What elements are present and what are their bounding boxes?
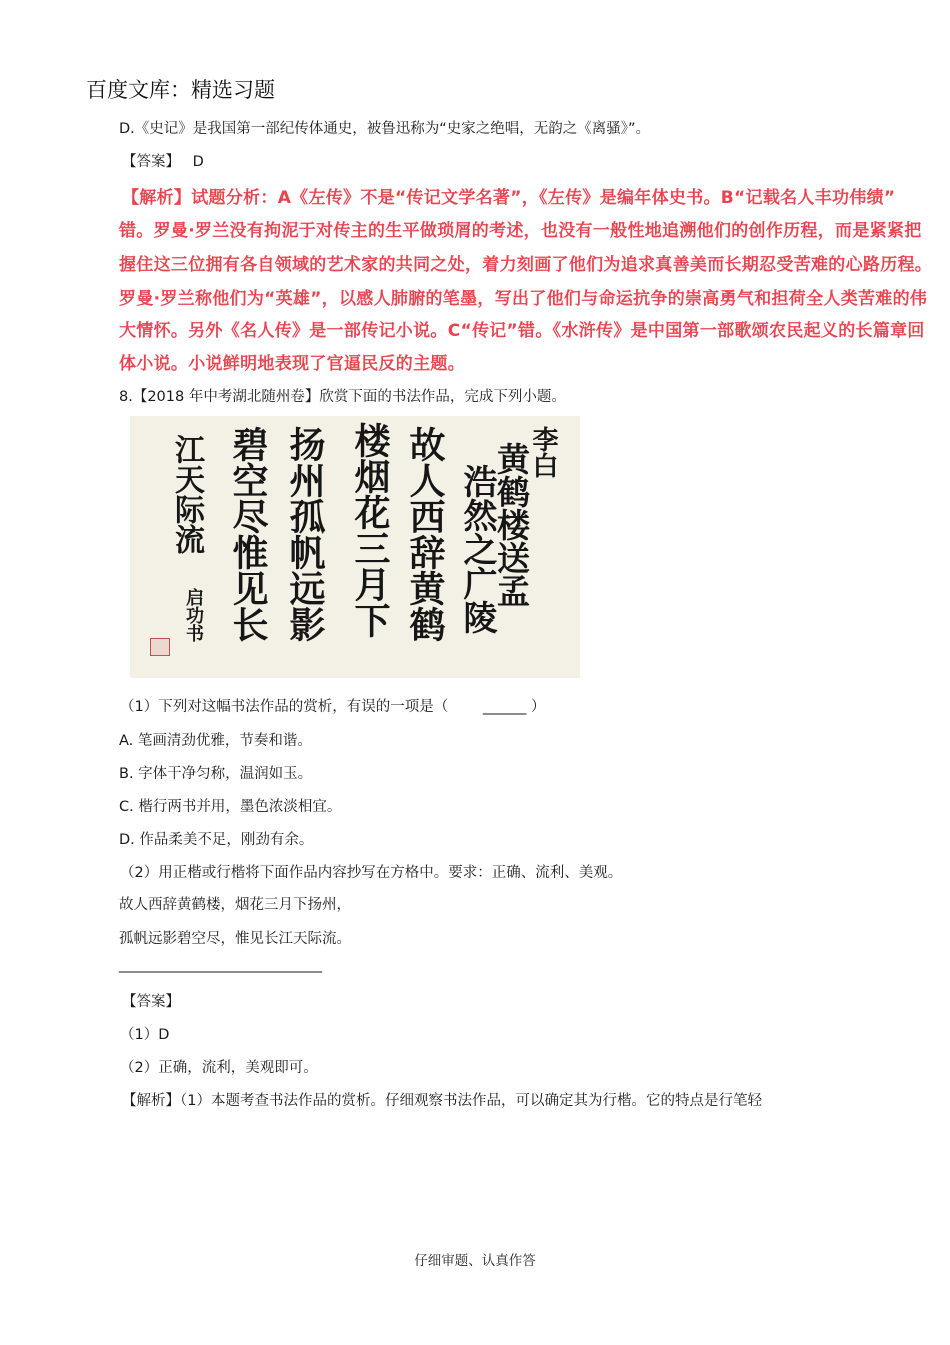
analysis-2-text: 【解析】（1）本题考查书法作品的赏析。仔细观察书法作品，可以确定其为行楷。它的特点是行笔轻 xyxy=(122,1093,762,1109)
option-b: B. 字体干净匀称，温润如玉。 xyxy=(119,766,313,782)
calligraphy-column-1: 李白 xyxy=(528,426,558,478)
calligraphy-column-7: 碧空尽惟见长 xyxy=(227,426,269,642)
answer-item-2: （2）正确，流利，美观即可。 xyxy=(120,1060,318,1076)
calligraphy-artwork xyxy=(130,416,580,678)
analysis-line-5: 大情怀。另外《名人传》是一部传记小说。C“传记”错。《水浒传》是中国第一部歌颂农民起义的长篇章回 xyxy=(119,321,925,341)
answer-item-1: （1）D xyxy=(120,1027,170,1043)
option-a: A. 笔画清劲优雅，节奏和谐。 xyxy=(119,733,312,749)
calligraphy-column-6: 扬州孤帆远影 xyxy=(284,426,326,642)
option-d: D. 作品柔美不足，刚劲有余。 xyxy=(119,832,314,848)
analysis-line-6: 体小说。小说鲜明地表现了官逼民反的主题。 xyxy=(119,354,465,374)
sub-question-1-text: （1）下列对这幅书法作品的赏析，有误的一项是（ xyxy=(120,699,449,715)
analysis-line-2: 错。罗曼·罗兰没有拘泥于对传主的生平做琐屑的考述，也没有一般性地追溯他们的创作历程，而是紧紧把 xyxy=(119,221,922,241)
answer-blank: ______ xyxy=(482,699,527,715)
question-8-stem: 8.【2018 年中考湖北随州卷】欣赏下面的书法作品，完成下列小题。 xyxy=(119,389,566,405)
poem-line-1: 故人西辞黄鹤楼，烟花三月下扬州， xyxy=(119,897,351,913)
calligraphy-column-5: 楼烟花三月下 xyxy=(349,422,391,638)
answer-value: D xyxy=(192,154,204,170)
analysis-line-3: 握住这三位拥有各自领域的艺术家的共同之处，着力刻画了他们为追求真善美而长期忍受苦难的心路历程。 xyxy=(119,255,933,275)
calligraphy-column-2: 黄鹤楼送孟 xyxy=(492,442,531,607)
analysis-line-4: 罗曼·罗兰称他们为“英雄”，以感人肺腑的笔墨，写出了他们与命运抗争的崇高勇气和担荷全人类苦难的伟 xyxy=(119,289,928,309)
poem-line-2: 孤帆远影碧空尽，惟见长江天际流。 xyxy=(119,931,351,947)
page-header-title: 百度文库：精选习题 xyxy=(86,78,275,102)
calligraphy-signature: 启功书 xyxy=(183,588,204,642)
answer-label: 【答案】 xyxy=(122,154,180,170)
sub-question-2-stem: （2）用正楷或行楷将下面作品内容抄写在方格中。要求：正确、流利、美观。 xyxy=(120,865,623,881)
sub-question-1-close: ） xyxy=(530,699,546,715)
answer-block-1 xyxy=(122,150,204,171)
page-footer: 仔细审题、认真作答 xyxy=(414,1253,536,1269)
seal-stamp-icon xyxy=(150,638,170,656)
analysis-line-1: 【解析】试题分析：A《左传》不是“传记文学名著”，《左传》是编年体史书。B“记载名人丰功伟绩” xyxy=(122,188,896,208)
option-c: C. 楷行两书并用，墨色浓淡相宜。 xyxy=(119,799,342,815)
answer-writing-line: ______________________________ xyxy=(119,957,322,973)
answer-label-2: 【答案】 xyxy=(122,994,180,1010)
calligraphy-column-4: 故人西辞黄鹤 xyxy=(404,426,446,642)
sub-question-1-stem xyxy=(120,695,545,716)
calligraphy-column-3: 浩然之广陵 xyxy=(457,464,497,634)
option-d-previous: D.《史记》是我国第一部纪传体通史，被鲁迅称为“史家之绝唱，无韵之《离骚》”。 xyxy=(119,121,651,137)
calligraphy-column-8: 江天际流 xyxy=(169,434,204,554)
